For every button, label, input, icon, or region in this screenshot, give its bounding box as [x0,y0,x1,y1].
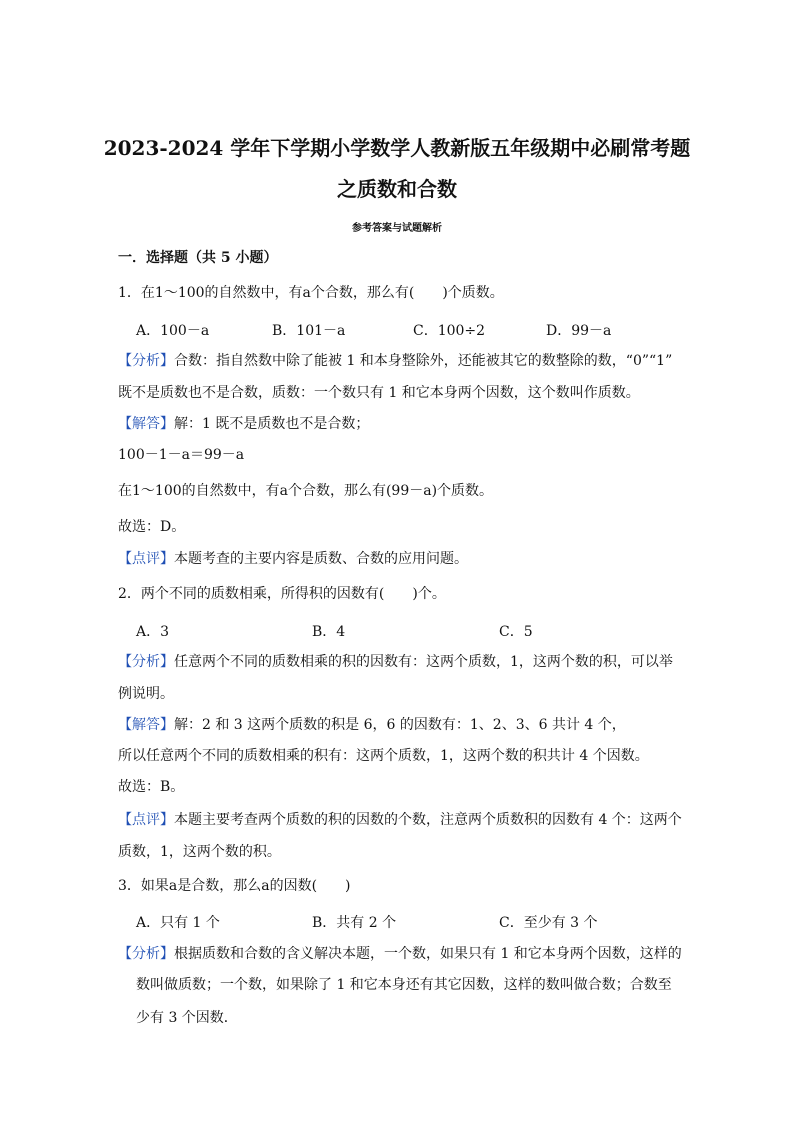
page-subtitle: 参考答案与试题解析 [352,223,442,234]
q2-answer: 故选：B。 [118,779,185,795]
q1-answer: 故选：D。 [118,519,186,535]
q1-solution-text1: 解：1 既不是质数也不是合数； [174,416,370,432]
q2-option-a: A．3 [136,624,170,640]
section-heading: 一．选择题（共 5 小题） [118,250,278,266]
page-title-line1: 2023-2024 学年下学期小学数学人教新版五年级期中必刷常考题 [103,136,691,160]
q2-analysis-text1: 任意两个不同的质数相乘的积的因数有：这两个质数，1，这两个数的积，可以举 [174,654,673,670]
q1-solution-line1 [118,414,369,434]
q3-option-c: C．至少有 3 个 [499,915,598,931]
analysis-tag: 【分析】 [118,353,174,369]
solution-tag: 【解答】 [118,717,174,733]
q1-analysis-line1 [118,351,672,371]
page-title-line2: 之质数和合数 [337,177,457,201]
q1-option-b: B．101－a [272,323,346,339]
q3-option-a: A．只有 1 个 [136,915,220,931]
q2-analysis-line1 [118,652,673,672]
q2-solution-line2: 所以任意两个不同的质数相乘的积有：这两个质数，1，这两个数的积共计 4 个因数。 [118,748,649,764]
q2-solution-line1 [118,715,626,735]
q1-stem: 1．在1～100的自然数中，有a个合数，那么有( )个质数。 [118,285,504,301]
q1-option-c: C．100÷2 [413,323,486,339]
q3-option-b: B．共有 2 个 [312,915,397,931]
comment-tag: 【点评】 [118,812,174,828]
q2-analysis-line2: 例说明。 [118,686,174,702]
analysis-tag: 【分析】 [118,946,174,962]
q2-solution-text1: 解：2 和 3 这两个质数的积是 6，6 的因数有：1、2、3、6 共计 4 个， [174,717,626,733]
q1-comment-line [118,549,468,569]
q1-option-a: A．100－a [136,323,210,339]
q3-analysis-line3: 少有 3 个因数． [136,1010,238,1026]
q2-option-b: B．4 [312,624,346,640]
q3-stem: 3．如果a是合数，那么a的因数( ) [118,878,351,894]
q2-comment-line2: 质数，1，这两个数的积。 [118,844,281,860]
q1-analysis-text1: 合数：指自然数中除了能被 1 和本身整除外，还能被其它的数整除的数，“0”“1” [174,353,673,369]
q3-analysis-text1: 根据质数和合数的含义解决本题，一个数，如果只有 1 和它本身两个因数，这样的 [174,946,682,962]
q1-comment-text: 本题考查的主要内容是质数、合数的应用问题。 [174,551,468,567]
q2-comment-text1: 本题主要考查两个质数的积的因数的个数，注意两个质数积的因数有 4 个：这两个 [174,812,682,828]
q2-comment-line1 [118,810,682,830]
q1-option-d: D．99－a [546,323,612,339]
solution-tag: 【解答】 [118,416,174,432]
comment-tag: 【点评】 [118,551,174,567]
analysis-tag: 【分析】 [118,654,174,670]
q1-solution-line2: 100－1－a＝99－a [118,447,245,463]
q2-option-c: C．5 [499,624,533,640]
q1-analysis-line2: 既不是质数也不是合数，质数：一个数只有 1 和它本身两个因数，这个数叫作质数。 [118,385,640,401]
q3-analysis-line1 [118,944,682,964]
q1-solution-line3: 在1～100的自然数中，有a个合数，那么有(99－a)个质数。 [118,483,494,499]
q2-stem: 2．两个不同的质数相乘，所得积的因数有( )个。 [118,586,446,602]
q3-analysis-line2: 数叫做质数；一个数，如果除了 1 和它本身还有其它因数，这样的数叫做合数；合数至 [136,977,672,993]
